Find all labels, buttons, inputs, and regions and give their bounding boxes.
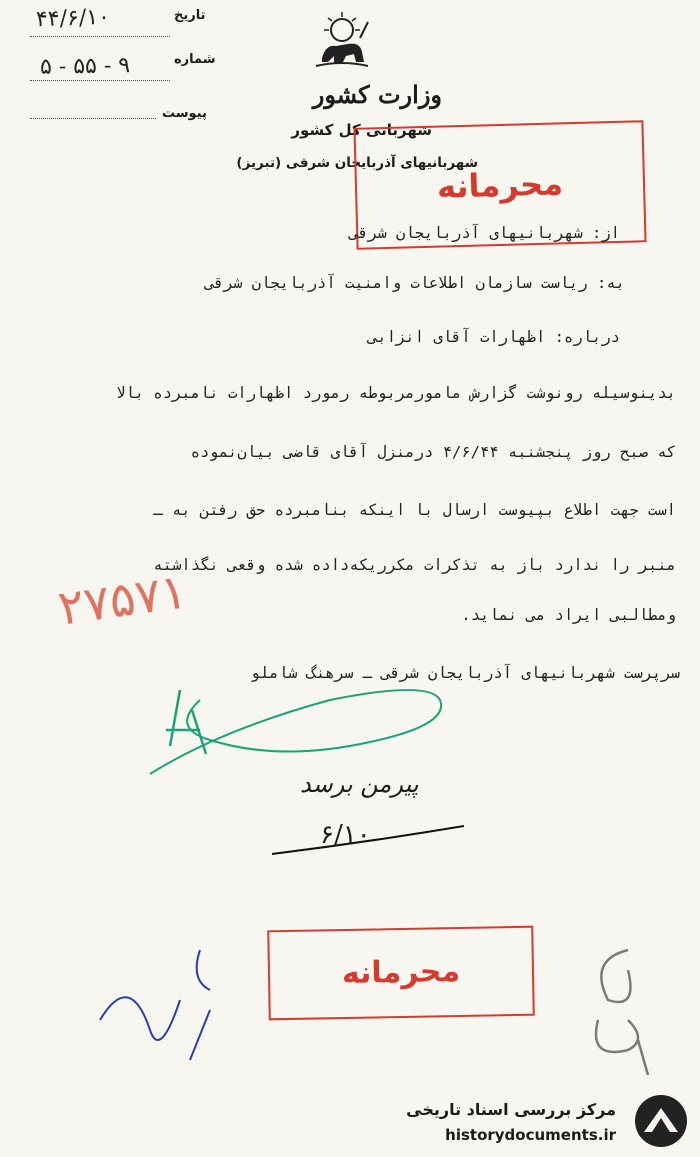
attachment-label: پیوست: [162, 106, 207, 121]
number-dotted-line: [30, 80, 170, 81]
ministry-title: وزارت کشور: [312, 80, 442, 109]
body-line: ومطالبی ایراد می نماید.: [461, 606, 676, 624]
stamp-bottom-text: محرمانه: [341, 953, 461, 992]
archive-url-link[interactable]: historydocuments.ir: [445, 1126, 616, 1144]
handwritten-signature: پیرمن برسد: [300, 770, 419, 798]
pencil-scribble-icon: [568, 940, 678, 1080]
body-line: است جهت اطلاع بپیوست ارسال با اینکه بنامبرده حق رفتن به ـ: [153, 501, 676, 519]
red-handwritten-number: ۲۷۵۷۱: [54, 563, 191, 637]
body-line: بدینوسیله رونوشت گزارش مامورمربوطه رمورد اظهارات نامبرده بالا: [116, 384, 676, 402]
date-label: تاریخ: [174, 8, 206, 23]
handwritten-signature-date: ۶/۱۰: [320, 820, 371, 850]
number-label: شماره: [174, 52, 216, 67]
attachment-dotted-line: [30, 118, 156, 119]
blue-ink-scribble-icon: [90, 940, 250, 1070]
letter-subject: درباره: اظهارات آقای انزابی: [368, 328, 620, 346]
body-line: منبر را ندارد باز به تذکرات مکرریکه‌داده شده وقعی نگذاشته: [153, 556, 676, 574]
date-dotted-line: [30, 36, 170, 37]
handwritten-number: ۵ - ۵۵ - ۹: [39, 53, 131, 80]
lion-and-sun-emblem-icon: [312, 8, 372, 70]
department-title: شهربانی کل کشور: [291, 121, 432, 139]
stamp-top-text: محرمانه: [436, 164, 564, 206]
signatory-line: سرپرست شهربانیهای آذربایجان شرقی ـ سرهنگ شاملو: [250, 664, 680, 682]
confidential-stamp-bottom: [267, 926, 535, 1021]
office-title: شهربانیهای آذربایجان شرقی (تبریز): [236, 155, 478, 171]
handwritten-date: ۴۴/۶/۱۰: [35, 4, 111, 33]
archive-logo-icon: [630, 1092, 692, 1150]
archive-org-name: مرکز بررسی اسناد تاریخی: [406, 1100, 616, 1119]
letter-from: از: شهربانیهای آذربایجان شرقی: [349, 224, 620, 242]
body-line: که صبح روز پنجشنبه ۴/۶/۴۴ درمنزل آقای قاضی بیان‌نموده: [190, 443, 676, 461]
letter-to: به: ریاست سازمان اطلاعات وامنیت آذربایجان شرقی: [205, 274, 625, 292]
